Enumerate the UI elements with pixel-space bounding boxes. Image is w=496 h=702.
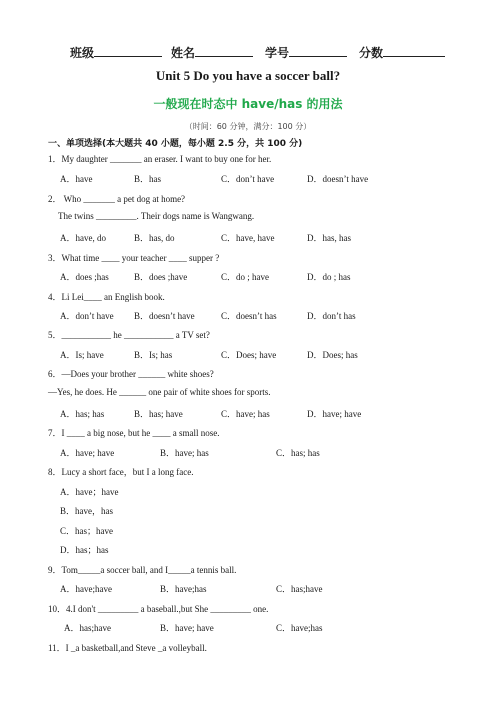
page-title: Unit 5 Do you have a soccer ball? (155, 68, 341, 83)
name-label: 姓名 (171, 46, 196, 60)
q6-option-a[interactable]: A．has; has (60, 409, 105, 419)
q1-option-d[interactable]: D．doesn’t have (307, 174, 369, 184)
q5-option-d[interactable]: D．Does; has (307, 350, 358, 360)
q4-option-c[interactable]: C．doesn’t has (221, 311, 277, 321)
q1-option-c[interactable]: C．don’t have (221, 174, 275, 184)
score-blank[interactable] (383, 45, 445, 57)
name-blank[interactable] (195, 45, 253, 57)
q2-option-b[interactable]: B．has, do (134, 233, 175, 243)
question-10: 10．4.I don't _________ a baseball.,but She _________ one. (48, 604, 269, 614)
exam-meta: （时间：60 分钟，满分：100 分） (184, 122, 312, 131)
q4-option-d[interactable]: D．don’t has (307, 311, 356, 321)
q2-option-a[interactable]: A．have, do (60, 233, 106, 243)
q10-option-c[interactable]: C．have;has (276, 623, 323, 633)
question-8: 8．Lucy a short face，but I a long face. (48, 467, 194, 477)
question-2: 2． Who _______ a pet dog at home? (48, 194, 186, 204)
id-label: 学号 (265, 46, 290, 60)
q7-option-c[interactable]: C．has; has (276, 448, 320, 458)
question-9: 9．Tom_____a soccer ball, and I_____a tennis ball. (48, 565, 237, 575)
q5-option-b[interactable]: B．Is; has (134, 350, 173, 360)
q3-option-d[interactable]: D．do ; has (307, 272, 351, 282)
q10-option-b[interactable]: B．have; have (160, 623, 214, 633)
q4-option-b[interactable]: B．doesn’t have (134, 311, 195, 321)
question-4: 4．Li Lei____ an English book. (48, 292, 165, 302)
q1-option-a[interactable]: A．have (60, 174, 93, 184)
question-11: 11．I _a basketball,and Steve _a volleyball. (48, 643, 207, 653)
q8-option-c[interactable]: C．has；have (60, 526, 113, 536)
q6-option-b[interactable]: B．has; have (134, 409, 183, 419)
q5-option-a[interactable]: A．Is; have (60, 350, 104, 360)
q2-option-c[interactable]: C．have, have (221, 233, 275, 243)
question-1: 1．My daughter _______ an eraser. I want to buy one for her. (48, 154, 272, 164)
q9-option-b[interactable]: B．have;has (160, 584, 207, 594)
question-2-line-2: The twins _________. Their dogs name is Wangwang. (58, 211, 255, 221)
q7-option-a[interactable]: A．have; have (60, 448, 115, 458)
q4-option-a[interactable]: A．don’t have (60, 311, 114, 321)
q3-option-b[interactable]: B．does ;have (134, 272, 188, 282)
page-subtitle: 一般现在时态中 have/has 的用法 (153, 97, 343, 111)
q8-option-b[interactable]: B．have，has (60, 506, 113, 516)
q6-option-c[interactable]: C．have; has (221, 409, 270, 419)
q5-option-c[interactable]: C．Does; have (221, 350, 277, 360)
q9-option-c[interactable]: C．has;have (276, 584, 323, 594)
q9-option-a[interactable]: A．have;have (60, 584, 112, 594)
section-heading: 一、单项选择(本大题共 40 小题，每小题 2.5 分，共 100 分) (48, 139, 303, 149)
q3-option-a[interactable]: A．does ;has (60, 272, 109, 282)
q3-option-c[interactable]: C．do ; have (221, 272, 269, 282)
class-blank[interactable] (94, 45, 162, 57)
q7-option-b[interactable]: B．have; has (160, 448, 209, 458)
question-3: 3．What time ____ your teacher ____ supper ? (48, 253, 220, 263)
q6-option-d[interactable]: D．have; have (307, 409, 362, 419)
q8-option-d[interactable]: D．has；has (60, 545, 109, 555)
q2-option-d[interactable]: D．has, has (307, 233, 351, 243)
q8-option-a[interactable]: A．have；have (60, 487, 119, 497)
student-info-header (70, 44, 445, 61)
question-5: 5．___________ he ___________ a TV set? (48, 330, 210, 340)
score-label: 分数 (359, 46, 384, 60)
q10-option-a[interactable]: A．has;have (64, 623, 111, 633)
question-6-line-2: —Yes, he does. He ______ one pair of white shoes for sports. (48, 387, 271, 397)
id-blank[interactable] (289, 45, 347, 57)
question-7: 7．I ____ a big nose, but he ____ a small nose. (48, 428, 220, 438)
class-label: 班级 (70, 46, 95, 60)
q1-option-b[interactable]: B．has (134, 174, 162, 184)
question-6: 6．—Does your brother ______ white shoes? (48, 369, 214, 379)
